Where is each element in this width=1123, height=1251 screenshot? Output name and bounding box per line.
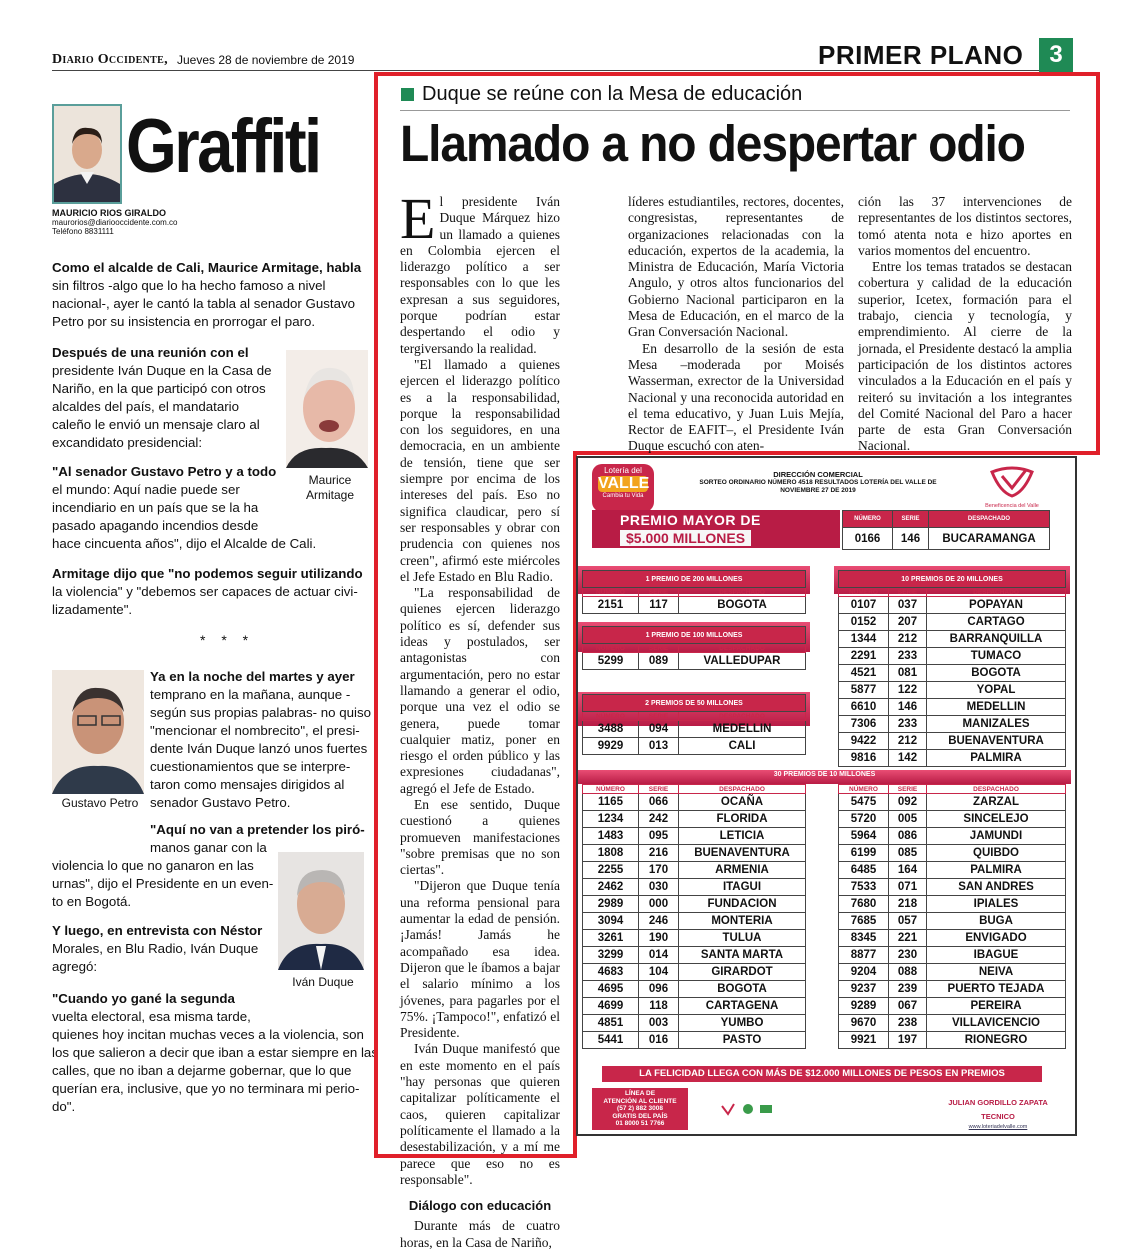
- beneficencia-logo: Beneficencia del Valle: [980, 462, 1044, 508]
- lottery-website[interactable]: www.loteriadelvalle.com: [968, 1124, 1028, 1130]
- table-row: 1808 216 BUENAVENTURA: [583, 845, 806, 862]
- petro-caption: Gustavo Petro: [61, 796, 139, 810]
- lottery-direction: DIRECCIÓN COMERCIAL: [773, 470, 863, 479]
- armitage-caption: Maurice Armitage: [305, 473, 355, 502]
- table-row: 6199 085 QUIBDO: [839, 845, 1066, 862]
- table-row: 3094 246 MONTERIA: [583, 913, 806, 930]
- table-row: 1483 095 LETICIA: [583, 828, 806, 845]
- table-row: 1234 242 FLORIDA: [583, 811, 806, 828]
- table-row: 9204 088 NEIVA: [839, 964, 1066, 981]
- table-row: 9929 013 CALI: [583, 738, 806, 755]
- table-row: 9422 212 BUENAVENTURA: [839, 733, 1066, 750]
- table-row: 2151 117 BOGOTA: [583, 597, 806, 614]
- table-row: 4851 003 YUMBO: [583, 1015, 806, 1032]
- graffiti-paragraph-7: Y luego, en entrevista con Néstor Morales, en Blu Radio, Iván Duque agregó:: [52, 923, 263, 974]
- table-20-millones: 10 PREMIOS DE 20 MILLONES NÚMERO SERIE DESPACHADO 0107 037 POPAYAN 0152 207 CARTAGO 1344 212 BARRANQUILLA 2291 233 TUMACO 4521 081 BOGOTA 5877 122 YOPAL 6610 146 MEDELLIN 7306 233 MANIZALES 9422 212 BUENAVENTURA 9816 142 PALMIRA: [838, 570, 1066, 767]
- graffiti-paragraph-1: Como el alcalde de Cali, Maurice Armitage, habla sin filtros -algo que lo ha hecho famoso a nivel nacional-, ayer le cantó la tabla al senador Gustavo Petro por su insistencia en prorrogar el paro.: [52, 260, 362, 329]
- petro-photo: [52, 670, 144, 794]
- graffiti-paragraph-3: "Al senador Gustavo Petro y a todo el mundo: Aquí nadie puede ser incendiario en un país que se la ha pasado apagando incendios desde hace cincuenta años", dijo el Alcalde de Cali.: [52, 464, 317, 551]
- graffiti-paragraph-5: Ya en la noche del martes y ayer temprano en la mañana, aunque - según sus propias palabras- no quiso "mencionar el nombrecito", el presi- dente Iván Duque lanzó unos fuertes cuestionamientos que se interpre- taron como mensajes dirigidos al senador Gustavo Petro.: [150, 669, 372, 810]
- table-row: 2989 000 FUNDACION: [583, 896, 806, 913]
- table-row: 5964 086 JAMUNDI: [839, 828, 1066, 845]
- sponsor-logos: [720, 1102, 780, 1116]
- table-10-millones-right: NÚMERO SERIE DESPACHADO 5475 092 ZARZAL 5720 005 SINCELEJO 5964 086 JAMUNDI 6199 085 QUIBDO 6485 164 PALMIRA 7533 071 SAN ANDRES 7680 218 IPIALES 7685 057 BUGA 8345 221 ENVIGADO 8877 230 IBAGUE 9204 088 NEIVA 9237 239 PUERTO TEJADA 9289 067 PEREIRA 9670 238 VILLAVICENCIO 9921 197 RIONEGRO: [838, 784, 1066, 1049]
- table-row: 7685 057 BUGA: [839, 913, 1066, 930]
- article-column-2: líderes estudiantiles, rectores, docentes, congresistas, representantes de organizaciones relacionadas con la educación, expertos de la academia, la Ministra de Educación, María Victoria Angulo, y otros altos funcionarios del Gobierno Nacional participaron en la Mesa de Educación, en el marco de la Gran Conversación Nacional. En desarrollo de la sesión de esta Mesa –moderada por Moisés Wasserman, exrector de la Universidad Nacional y una reconocida autoridad en el tema educativo, y Juan Luis Mejía, Rector de EAFIT–, el Presidente Iván Duque escuchó con aten-: [628, 194, 844, 454]
- signatory-title: TECNICO: [981, 1112, 1015, 1121]
- table-row: 9921 197 RIONEGRO: [839, 1032, 1066, 1049]
- table-row: 8877 230 IBAGUE: [839, 947, 1066, 964]
- article-column-3: ción las 37 intervenciones de representantes de los distintos sectores, tomó atenta nota e hizo aportes en varios momentos del encuentro. Entre los temas tratados se destacan cobertura y calidad de la educación superior, Icetex, formación para el trabajo, ciencia y tecnología, y emprendimiento. Al cierre de la jornada, el Presidente destacó la amplia participación de los distintos actores vinculados a la Educación en el país y reiteró su invitación a los integrantes del Comité Nacional del Paro a hacer parte de esta Gran Conversación Nacional.: [858, 194, 1072, 454]
- table-row: 9289 067 PEREIRA: [839, 998, 1066, 1015]
- table-row: 4699 118 CARTAGENA: [583, 998, 806, 1015]
- column-title: Graffiti: [126, 104, 320, 189]
- table-row: 7680 218 IPIALES: [839, 896, 1066, 913]
- table-10-title: 30 PREMIOS DE 10 MILLONES: [773, 771, 876, 778]
- graffiti-paragraph-4: Armitage dijo que "no podemos seguir utilizando la violencia" y "debemos ser capaces de actuar civi- lizadamente".: [52, 566, 363, 617]
- table-row: 3261 190 TULUA: [583, 930, 806, 947]
- author-name: MAURICIO RIOS GIRALDO: [52, 208, 166, 218]
- table-row: 4521 081 BOGOTA: [839, 665, 1066, 682]
- table-100-millones: 1 PREMIO DE 100 MILLONES NÚMERO SERIE DESPACHADO 5299 089 VALLEDUPAR: [582, 626, 806, 670]
- section-title: PRIMER PLANO: [818, 40, 1024, 70]
- table-10-millones-left: NÚMERO SERIE DESPACHADO 1165 066 OCAÑA 1234 242 FLORIDA 1483 095 LETICIA 1808 216 BUENAVENTURA 2255 170 ARMENIA 2462 030 ITAGUI 2989 000 FUNDACION 3094 246 MONTERIA 3261 190 TULUA 3299 014 SANTA MARTA 4683 104 GIRARDOT 4695 096 BOGOTA 4699 118 CARTAGENA 4851 003 YUMBO 5441 016 PASTO: [582, 784, 806, 1049]
- graffiti-paragraph-8: "Cuando yo gané la segunda vuelta electoral, esa misma tarde, quienes hoy incitan muchas veces a la violencia, son los que salieron a decir que iban a estar siempre en las calles, que no iban a dejarme gobernar, que lo que querían era, inclusive, que yo no terminara mi perio- do".: [52, 991, 378, 1114]
- table-row: 6610 146 MEDELLIN: [839, 699, 1066, 716]
- table-row: 7306 233 MANIZALES: [839, 716, 1066, 733]
- table-row: 1165 066 OCAÑA: [583, 794, 806, 811]
- table-row: 6485 164 PALMIRA: [839, 862, 1066, 879]
- table-row: 5299 089 VALLEDUPAR: [583, 653, 806, 670]
- article-subhead: Diálogo con educación: [408, 1198, 552, 1214]
- table-row: 2255 170 ARMENIA: [583, 862, 806, 879]
- footer-banner: LA FELICIDAD LLEGA CON MÁS DE $12.000 MILLONES DE PESOS EN PREMIOS: [602, 1066, 1042, 1082]
- table-row: 2291 233 TUMACO: [839, 648, 1066, 665]
- lottery-draw-info: SORTEO ORDINARIO NÚMERO 4518 RESULTADOS LOTERÍA DEL VALLE DE NOVIEMBRE 27 DE 2019: [699, 479, 937, 494]
- jackpot-banner: PREMIO MAYOR DE $5.000 MILLONES: [592, 510, 840, 548]
- graffiti-paragraph-2: Después de una reunión con el presidente Iván Duque en la Casa de Nariño, en la que participó con otros alcaldes del país, el mandatario caleño le envió un mensaje claro al excandidato presidencial:: [52, 345, 272, 450]
- lottery-logo: Lotería del VALLE Cambia tu Vida: [592, 464, 654, 512]
- table-row: 5441 016 PASTO: [583, 1032, 806, 1049]
- table-row: 5877 122 YOPAL: [839, 682, 1066, 699]
- graffiti-paragraph-6: "Aquí no van a pretender los piró- manos ganar con la violencia lo que no ganaron en las urnas", dijo el Presidente en un even- to en Bogotá.: [52, 822, 365, 909]
- drop-cap: E: [400, 186, 436, 251]
- lottery-results-ad: [576, 456, 1077, 1136]
- table-row: 9237 239 PUERTO TEJADA: [839, 981, 1066, 998]
- table-row: 9670 238 VILLAVICENCIO: [839, 1015, 1066, 1032]
- table-row: 4683 104 GIRARDOT: [583, 964, 806, 981]
- kicker-bullet: [401, 88, 414, 101]
- table-row: 9816 142 PALMIRA: [839, 750, 1066, 767]
- table-row: 2462 030 ITAGUI: [583, 879, 806, 896]
- jackpot-table: NÚMERO SERIE DESPACHADO 0166 146 BUCARAMANGA: [842, 510, 1050, 550]
- issue-date: Jueves 28 de noviembre de 2019: [177, 53, 355, 67]
- table-row: 4695 096 BOGOTA: [583, 981, 806, 998]
- newspaper-name: Diario Occidente,: [52, 52, 168, 67]
- armitage-photo: [286, 350, 368, 468]
- duque-caption: Iván Duque: [292, 975, 354, 989]
- separator-stars: * * *: [200, 632, 255, 648]
- article-column-1: El presidente Iván Duque Márquez hizo un llamado a quienes en Colombia ejercen el liderazgo político a ser responsables con lo que les expresan a sus seguidores, porque podrían estar despertando el odio y tergiversando la realidad. "El llamado a quienes ejercen el liderazgo político es a la responsabilidad, porque la responsabilidad con los seguidores, en una democracia, en un ambiente de tensión, tiene que ser siempre por encima de los intereses del país. Eso no significa claudicar, pero sí ser responsables y obrar con prudencia con quienes nos creen", afirmó este miércoles el Jefe Estado en Blu Radio. "La responsabilidad de quienes ejercen liderazgo político es sí, defender sus ideas y postulados, ser antagonistas con argumentación, pero no estar llamando a generar el odio, porque una vez el odio se genera, puede tomar cualquier matiz, poner en riesgo el orden público y las expresiones ciudadanas", agregó el Jefe de Estado. En ese sentido, Duque cuestionó a quienes promueven manifestaciones "sobre premisas que no son ciertas". "Dijeron que Duque tenía una reforma pensional para aumentar la edad de pensión. ¡Jamás! Jamás he acompañado esa idea. Dijeron que le íbamos a bajar el salario mínimo a los jóvenes, para pagarles por el 75%. ¡Tampoco!", enfatizó el Presidente. Iván Duque manifestó que en este momento en el país "hay personas que quieren capitalizar políticamente el caos, quieren capitalizar políticamente el llamado a la desestabilización, y a mí me parece que eso no es responsable". Diálogo con educación Durante más de cuatro horas, en la Casa de Nariño,: [400, 186, 560, 1250]
- table-row: 5720 005 SINCELEJO: [839, 811, 1066, 828]
- table-row: 1344 212 BARRANQUILLA: [839, 631, 1066, 648]
- article-headline: Llamado a no despertar odio: [400, 115, 1025, 172]
- duque-photo: [278, 852, 364, 970]
- table-row: 0107 037 POPAYAN: [839, 597, 1066, 614]
- table-row: 7533 071 SAN ANDRES: [839, 879, 1066, 896]
- table-row: 3488 094 MEDELLIN: [583, 721, 806, 738]
- page-number: 3: [1039, 38, 1073, 72]
- kicker-rule: [400, 110, 1070, 111]
- table-50-millones: 2 PREMIOS DE 50 MILLONES NÚMERO SERIE DESPACHADO 3488 094 MEDELLIN 9929 013 CALI: [582, 694, 806, 755]
- author-email: maurorios@diariooccidente.com.co: [52, 218, 178, 227]
- article-kicker: Duque se reúne con la Mesa de educación: [422, 83, 803, 105]
- table-row: 8345 221 ENVIGADO: [839, 930, 1066, 947]
- table-row: 5475 092 ZARZAL: [839, 794, 1066, 811]
- table-row: 3299 014 SANTA MARTA: [583, 947, 806, 964]
- customer-service-box: LÍNEA DE ATENCIÓN AL CLIENTE (57 2) 882 3008 GRATIS DEL PAÍS 01 8000 51 7766: [592, 1088, 688, 1130]
- table-row: 0152 207 CARTAGO: [839, 614, 1066, 631]
- author-phone: Teléfono 8831111: [52, 227, 114, 236]
- table-200-millones: 1 PREMIO DE 200 MILLONES NÚMERO SERIE DESPACHADO 2151 117 BOGOTA: [582, 570, 806, 614]
- author-photo: [52, 104, 122, 204]
- signatory-name: JULIAN GORDILLO ZAPATA: [948, 1098, 1048, 1107]
